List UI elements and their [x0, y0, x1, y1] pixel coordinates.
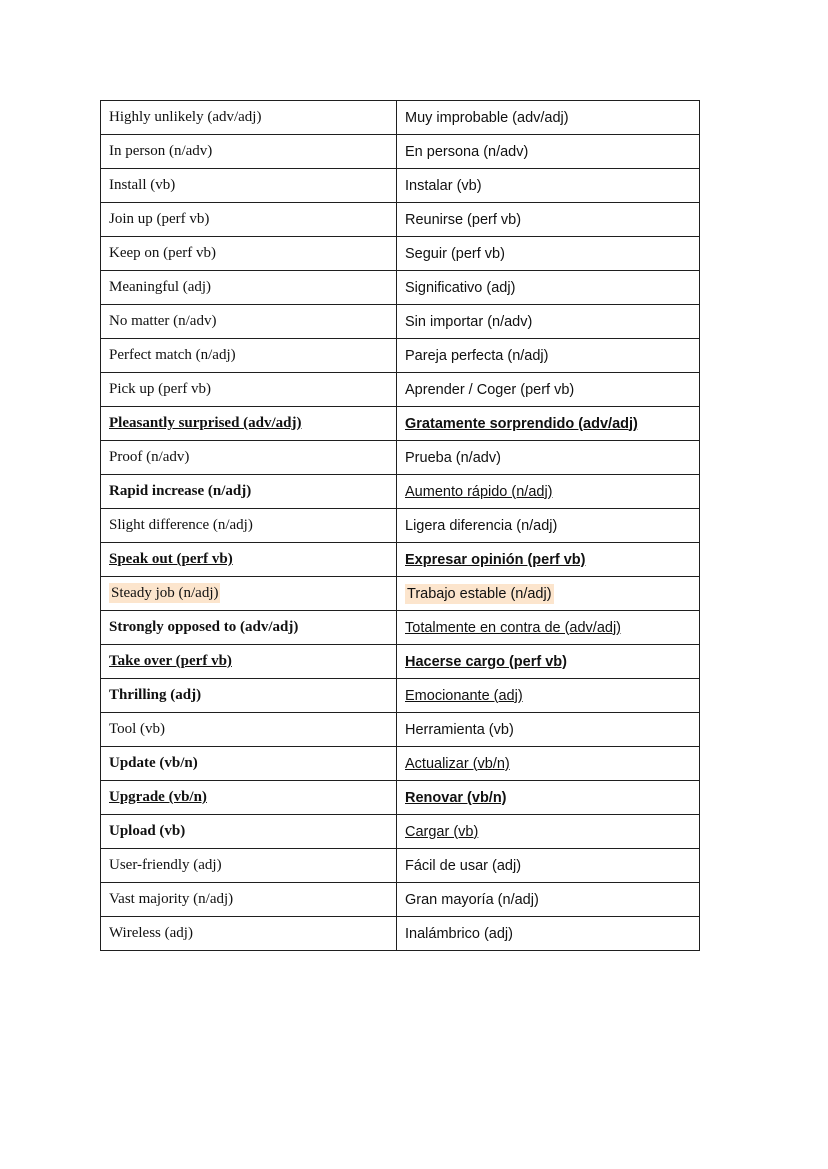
english-term: Tool (vb) — [109, 721, 166, 737]
english-term: In person (n/adv) — [109, 143, 213, 159]
english-term-cell — [101, 815, 397, 849]
spanish-term-cell — [397, 203, 700, 237]
english-term-cell — [101, 509, 397, 543]
spanish-term-cell — [397, 305, 700, 339]
table-row — [101, 577, 700, 611]
english-term-cell — [101, 237, 397, 271]
spanish-term: Gran mayoría (n/adj) — [405, 891, 539, 908]
spanish-term-cell — [397, 815, 700, 849]
spanish-term: Herramienta (vb) — [405, 721, 514, 738]
english-term: Proof (n/adv) — [109, 449, 190, 465]
english-term-cell — [101, 475, 397, 509]
english-term-cell — [101, 441, 397, 475]
english-term-cell — [101, 271, 397, 305]
english-term-cell — [101, 679, 397, 713]
spanish-term-cell — [397, 339, 700, 373]
english-term-cell — [101, 203, 397, 237]
english-term: Pleasantly surprised (adv/adj) — [109, 415, 302, 431]
english-term: User-friendly (adj) — [109, 857, 222, 873]
spanish-term-cell — [397, 441, 700, 475]
spanish-term-cell — [397, 101, 700, 135]
spanish-term: Fácil de usar (adj) — [405, 857, 522, 874]
english-term: Wireless (adj) — [109, 925, 193, 941]
vocab-table — [100, 100, 700, 951]
table-row — [101, 237, 700, 271]
spanish-term-cell — [397, 849, 700, 883]
english-term: Steady job (n/adj) — [111, 585, 219, 601]
english-term: Upload (vb) — [109, 823, 186, 839]
spanish-term-cell — [397, 169, 700, 203]
spanish-term: Trabajo estable (n/adj) — [407, 585, 552, 602]
english-term: Pick up (perf vb) — [109, 381, 212, 397]
spanish-term-cell — [397, 271, 700, 305]
english-term-cell — [101, 747, 397, 781]
english-term-cell — [101, 781, 397, 815]
spanish-term-cell — [397, 645, 700, 679]
table-row — [101, 169, 700, 203]
english-term: Join up (perf vb) — [109, 211, 210, 227]
table-row — [101, 339, 700, 373]
english-term: Upgrade (vb/n) — [109, 789, 207, 805]
spanish-term-cell — [397, 747, 700, 781]
english-term: No matter (n/adv) — [109, 313, 217, 329]
english-term: Thrilling (adj) — [109, 687, 202, 703]
english-term-cell — [101, 135, 397, 169]
table-row — [101, 203, 700, 237]
english-term-cell — [101, 917, 397, 951]
spanish-term: Prueba (n/adv) — [405, 449, 501, 466]
spanish-term: Gratamente sorprendido (adv/adj) — [405, 415, 638, 432]
spanish-term: Totalmente en contra de (adv/adj) — [405, 619, 622, 636]
spanish-term: Emocionante (adj) — [405, 687, 523, 704]
english-term-cell — [101, 339, 397, 373]
spanish-term: Muy improbable (adv/adj) — [405, 109, 569, 126]
spanish-term: Aprender / Coger (perf vb) — [405, 381, 575, 398]
english-term: Rapid increase (n/adj) — [109, 483, 252, 499]
table-row — [101, 101, 700, 135]
table-row — [101, 883, 700, 917]
english-term: Install (vb) — [109, 177, 176, 193]
spanish-term-cell — [397, 679, 700, 713]
english-term-cell — [101, 169, 397, 203]
english-term: Highly unlikely (adv/adj) — [109, 109, 262, 125]
table-row — [101, 135, 700, 169]
spanish-term-cell — [397, 237, 700, 271]
spanish-term-cell — [397, 543, 700, 577]
table-row — [101, 611, 700, 645]
spanish-term: Ligera diferencia (n/adj) — [405, 517, 558, 534]
spanish-term: Actualizar (vb/n) — [405, 755, 510, 772]
spanish-term-cell — [397, 611, 700, 645]
table-row — [101, 713, 700, 747]
spanish-term: Hacerse cargo (perf vb) — [405, 653, 567, 670]
english-term-cell — [101, 611, 397, 645]
table-row — [101, 917, 700, 951]
spanish-term-cell — [397, 883, 700, 917]
table-row — [101, 815, 700, 849]
spanish-term: Pareja perfecta (n/adj) — [405, 347, 549, 364]
spanish-term-cell — [397, 373, 700, 407]
spanish-term-cell — [397, 713, 700, 747]
table-row — [101, 407, 700, 441]
spanish-term-cell — [397, 917, 700, 951]
spanish-term: Cargar (vb) — [405, 823, 479, 840]
spanish-term: Inalámbrico (adj) — [405, 925, 513, 942]
table-row — [101, 373, 700, 407]
spanish-term-cell — [397, 407, 700, 441]
spanish-term: Instalar (vb) — [405, 177, 482, 194]
spanish-term: En persona (n/adv) — [405, 143, 529, 160]
table-row — [101, 849, 700, 883]
table-row — [101, 781, 700, 815]
english-term-cell — [101, 849, 397, 883]
spanish-term-cell — [397, 135, 700, 169]
vocab-table-body — [101, 101, 700, 951]
spanish-term-cell — [397, 509, 700, 543]
table-row — [101, 645, 700, 679]
spanish-term: Sin importar (n/adv) — [405, 313, 533, 330]
spanish-term: Seguir (perf vb) — [405, 245, 505, 262]
spanish-term: Renovar (vb/n) — [405, 789, 507, 806]
table-row — [101, 271, 700, 305]
english-term: Meaningful (adj) — [109, 279, 212, 295]
english-term-cell — [101, 373, 397, 407]
table-row — [101, 305, 700, 339]
spanish-term: Reunirse (perf vb) — [405, 211, 522, 228]
spanish-term: Aumento rápido (n/adj) — [405, 483, 553, 500]
english-term: Keep on (perf vb) — [109, 245, 217, 261]
english-term: Vast majority (n/adj) — [109, 891, 234, 907]
english-term: Slight difference (n/adj) — [109, 517, 253, 533]
english-term-cell — [101, 645, 397, 679]
table-row — [101, 543, 700, 577]
table-row — [101, 441, 700, 475]
english-term: Speak out (perf vb) — [109, 551, 233, 567]
english-term: Update (vb/n) — [109, 755, 198, 771]
english-term-cell — [101, 407, 397, 441]
spanish-term-cell — [397, 577, 700, 611]
table-row — [101, 509, 700, 543]
spanish-term-cell — [397, 475, 700, 509]
spanish-term-cell — [397, 781, 700, 815]
english-term-cell — [101, 883, 397, 917]
english-term-cell — [101, 305, 397, 339]
table-row — [101, 475, 700, 509]
spanish-term: Significativo (adj) — [405, 279, 516, 296]
english-term: Perfect match (n/adj) — [109, 347, 236, 363]
english-term-cell — [101, 101, 397, 135]
spanish-term: Expresar opinión (perf vb) — [405, 551, 586, 568]
english-term: Take over (perf vb) — [109, 653, 232, 669]
table-row — [101, 679, 700, 713]
english-term-cell — [101, 543, 397, 577]
english-term-cell — [101, 577, 397, 611]
english-term: Strongly opposed to (adv/adj) — [109, 619, 299, 635]
english-term-cell — [101, 713, 397, 747]
table-row — [101, 747, 700, 781]
